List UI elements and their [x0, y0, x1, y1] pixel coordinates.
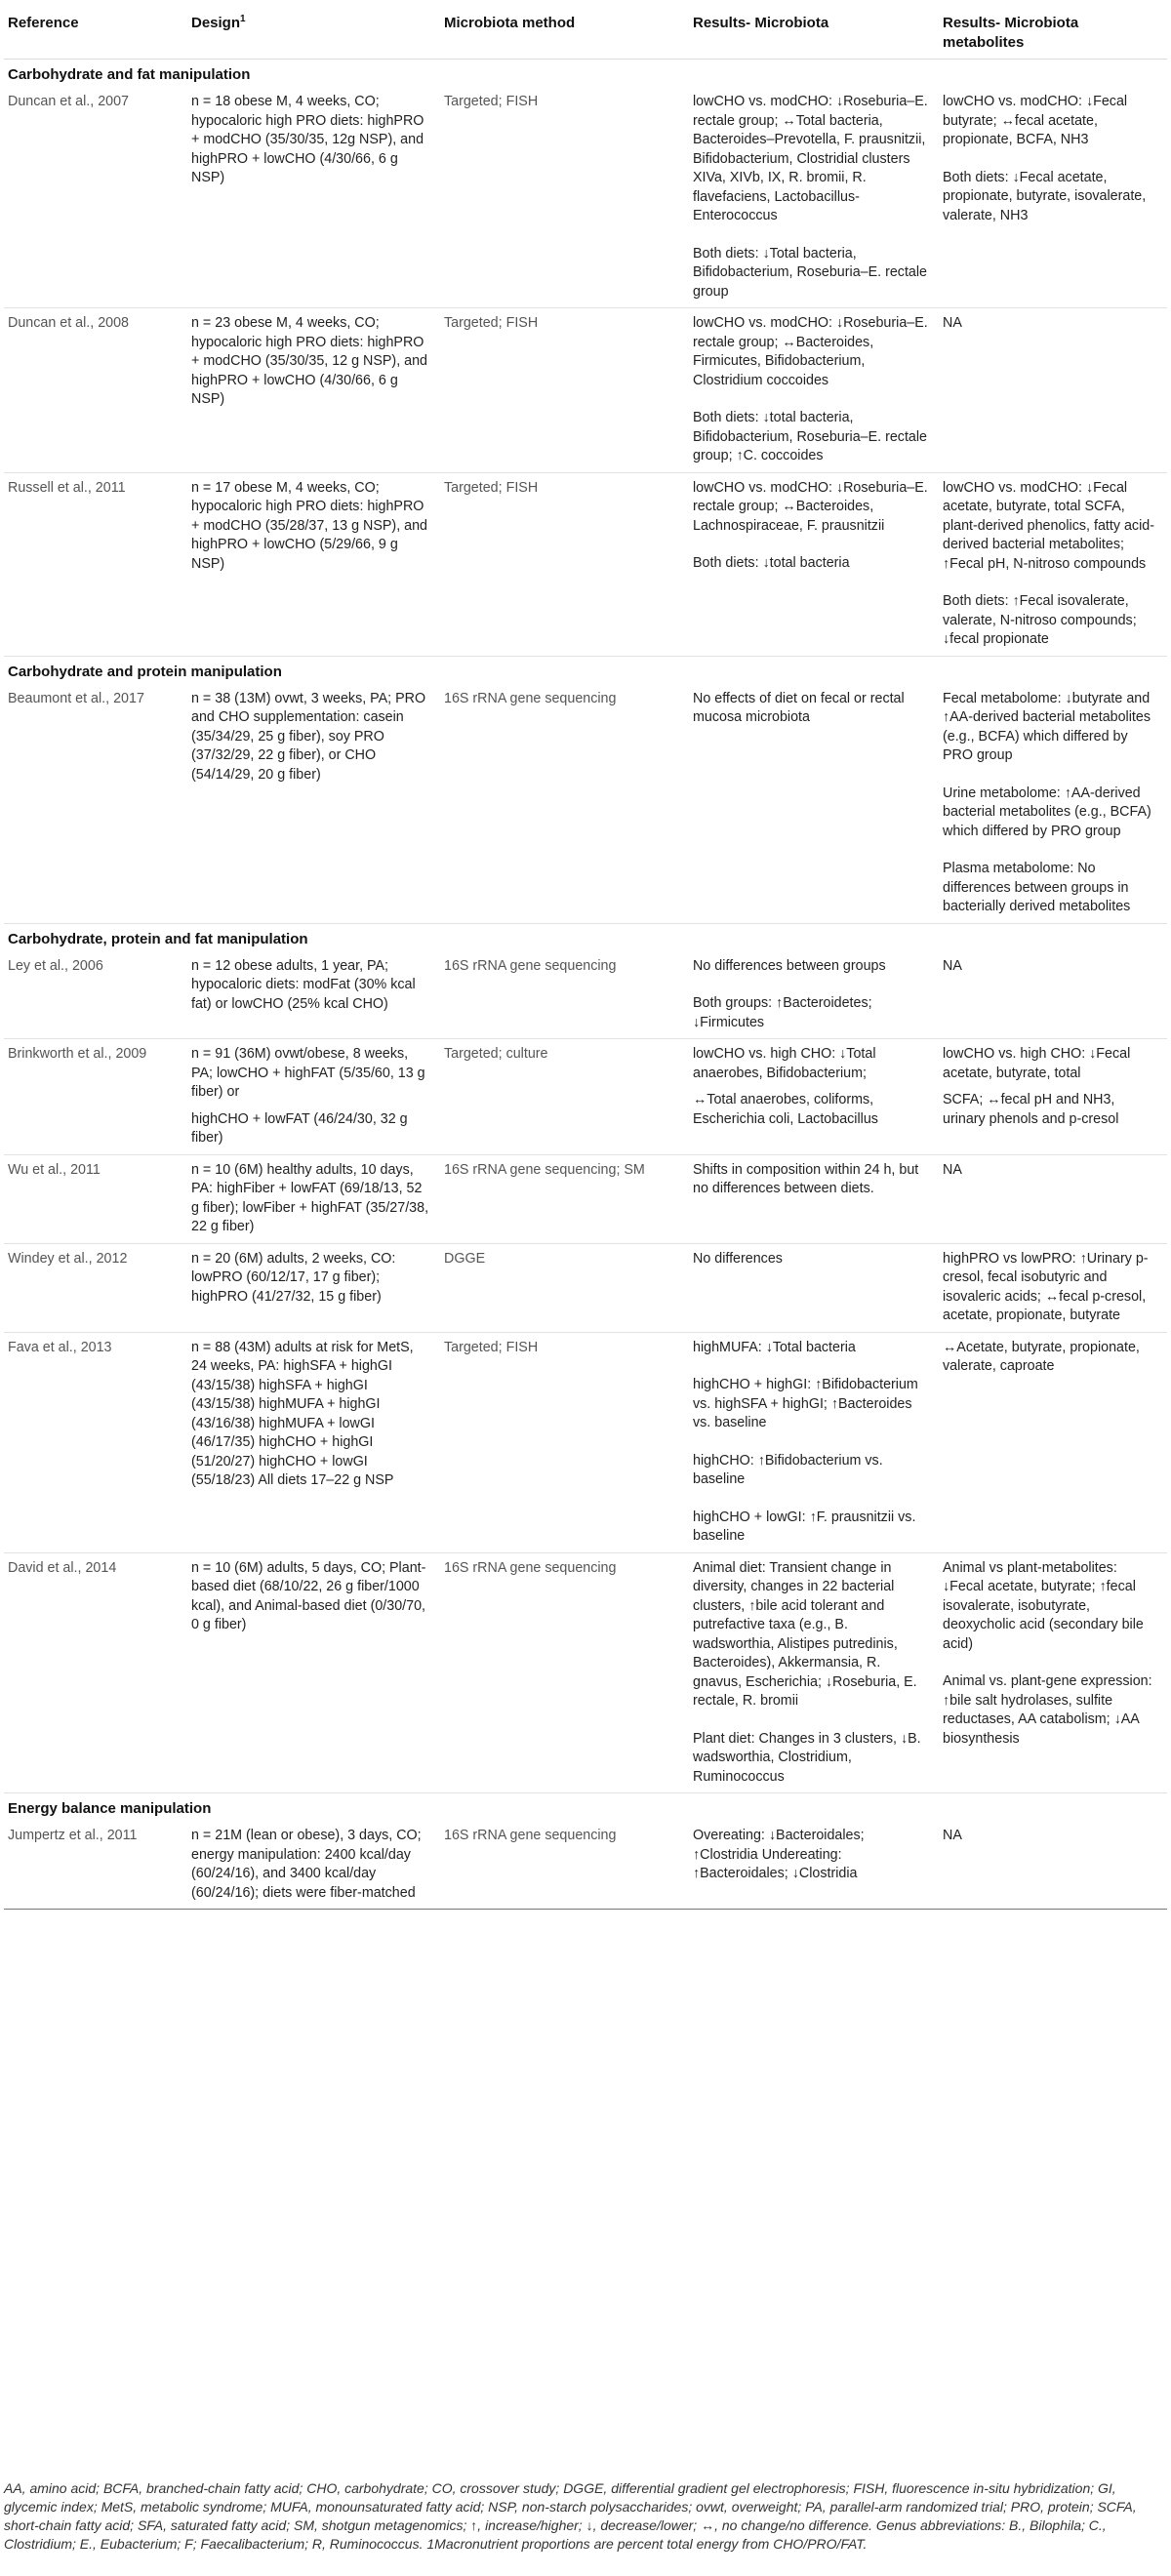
header-reference: Reference — [4, 8, 187, 60]
cell-paragraph: 16S rRNA gene sequencing — [444, 690, 617, 706]
table-row — [4, 1821, 1167, 1910]
section-row — [4, 923, 1167, 951]
table-row — [4, 87, 1167, 308]
table-row — [4, 684, 1167, 924]
design-cell — [187, 1243, 440, 1332]
cell-paragraph: n = 12 obese adults, 1 year, PA; hypocaloric diets: modFat (30% kcal fat) or lowCHO (25% kcal CHO) — [191, 957, 416, 1012]
microbiota-method-cell — [440, 1552, 689, 1793]
table-footnote: AA, amino acid; BCFA, branched-chain fatty acid; CHO, carbohydrate; CO, crossover study; DGGE, differential gradient gel electrophoresis; FISH, fluorescence in-situ hybridization; GI, glycemic index; MetS, metabolic syndrome; MUFA, monounsaturated fatty acid; NSP, non-starch polysaccharides; ovwt, overweight; PA, parallel-arm randomized trial; PRO, protein; SCFA, short-chain fatty acid; SFA, saturated fatty acid; SM, shotgun metagenomics; ↑, increase/higher; ↓, decrease/lower; ↔, no change/no difference. Genus abbreviations: B., Bilophila; C., Clostridium; E., Eubacterium; F; Faecalibacterium; R, Ruminococcus. 1Macronutrient proportions are percent total energy from CHO/PRO/FAT. — [4, 2480, 1137, 2552]
design-footnote-marker: 1 — [240, 14, 246, 24]
header-microbiota-method: Microbiota method — [440, 8, 689, 60]
results-microbiota-cell — [689, 1552, 939, 1793]
results-microbiota-cell — [689, 1243, 939, 1332]
cell-paragraph: No effects of diet on fecal or rectal mucosa microbiota — [693, 690, 905, 725]
results-microbiota-cell — [689, 1039, 939, 1155]
results-microbiota-cell — [689, 308, 939, 473]
design-cell — [187, 472, 440, 656]
microbiota-method-cell — [440, 1039, 689, 1155]
cell-paragraph: NA — [943, 957, 962, 974]
header-results-microbiota: Results- Microbiota — [689, 8, 939, 60]
microbiota-method-cell — [440, 308, 689, 473]
microbiota-method-cell — [440, 1243, 689, 1332]
results-microbiota-cell — [689, 472, 939, 656]
results-microbiota-cell — [689, 684, 939, 924]
results-microbiota-cell — [689, 1332, 939, 1552]
cell-paragraph: lowCHO vs. high CHO: ↓Fecal acetate, butyrate, total — [943, 1046, 1131, 1081]
reference-cell: Duncan et al., 2008 — [4, 308, 187, 473]
cell-paragraph: Targeted; FISH — [444, 479, 539, 496]
cell-paragraph: highCHO + lowGI: ↑F. prausnitzii vs. baseline — [693, 1509, 916, 1544]
results-metabolites-cell — [939, 308, 1167, 473]
cell-paragraph: DGGE — [444, 1250, 486, 1267]
cell-paragraph: n = 18 obese M, 4 weeks, CO; hypocaloric high PRO diets: highPRO + modCHO (35/30/35, 12g NSP), and highPRO + lowCHO (4/30/66, 6 g NSP) — [191, 94, 424, 185]
reference-cell: Windey et al., 2012 — [4, 1243, 187, 1332]
cell-paragraph: Both diets: ↓total bacteria — [693, 555, 850, 571]
cell-paragraph: n = 88 (43M) adults at risk for MetS, 24 weeks, PA: highSFA + highGI (43/15/38) highSFA + highGI (43/15/38) highMUFA + highGI (43/16/38) highMUFA + lowGI (46/17/35) highCHO + highGI (51/20/27) highCHO + lowGI (55/18/23) All diets 17–22 g NSP — [191, 1339, 414, 1488]
table-row — [4, 1552, 1167, 1793]
cell-paragraph: lowCHO vs. modCHO: ↓Roseburia–E. rectale group; ↔Total bacteria, Bacteroides–Prevotella, F. prausnitzii, Bifidobacterium, Clostridial clusters XIVa, XIVb, IX, R. bromii, R. flavefaciens, Lactobacillus-Enterococcus — [693, 94, 928, 223]
cell-paragraph: ↔Acetate, butyrate, propionate, valerate, caproate — [943, 1339, 1140, 1374]
cell-paragraph: Both diets: ↑Fecal isovalerate, valerate, N-nitroso compounds; ↓fecal propionate — [943, 593, 1137, 647]
section-title: Carbohydrate and protein manipulation — [8, 663, 282, 680]
cell-paragraph: n = 10 (6M) healthy adults, 10 days, PA: highFiber + lowFAT (69/18/13, 52 g fiber); lowFiber + highFAT (35/27/38, 22 g fiber) — [191, 1161, 429, 1234]
section-row — [4, 1793, 1167, 1822]
cell-paragraph: NA — [943, 315, 962, 331]
cell-paragraph: Targeted; culture — [444, 1046, 548, 1062]
cell-paragraph: lowCHO vs. high CHO: ↓Total anaerobes, Bifidobacterium; — [693, 1046, 876, 1081]
cell-paragraph: lowCHO vs. modCHO: ↓Roseburia–E. rectale group; ↔Bacteroides, Firmicutes, Bifidobacterium, Clostridium coccoides — [693, 315, 928, 388]
cell-paragraph: Both diets: ↓Total bacteria, Bifidobacterium, Roseburia–E. rectale group — [693, 245, 927, 300]
cell-paragraph: ↔Total anaerobes, coliforms, Escherichia coli, Lactobacillus — [693, 1092, 878, 1127]
results-microbiota-cell — [689, 1154, 939, 1243]
design-cell — [187, 87, 440, 308]
table-row — [4, 1332, 1167, 1552]
design-cell — [187, 684, 440, 924]
reference-cell: Wu et al., 2011 — [4, 1154, 187, 1243]
reference-cell: Duncan et al., 2007 — [4, 87, 187, 308]
cell-paragraph: Plant diet: Changes in 3 clusters, ↓B. wadsworthia, Clostridium, Ruminococcus — [693, 1730, 921, 1785]
microbiota-method-cell — [440, 472, 689, 656]
design-cell — [187, 1821, 440, 1910]
cell-paragraph: highCHO + lowFAT (46/24/30, 32 g fiber) — [191, 1110, 408, 1146]
results-metabolites-cell — [939, 1552, 1167, 1793]
section-title: Energy balance manipulation — [8, 1800, 212, 1817]
cell-paragraph: Shifts in composition within 24 h, but no differences between diets. — [693, 1161, 919, 1196]
table-body — [4, 60, 1167, 1910]
table-row — [4, 951, 1167, 1039]
table-row — [4, 1154, 1167, 1243]
design-cell — [187, 1154, 440, 1243]
cell-paragraph: highCHO + highGI: ↑Bifidobacterium vs. highSFA + highGI; ↑Bacteroides vs. baseline — [693, 1377, 918, 1430]
cell-paragraph: highMUFA: ↓Total bacteria — [693, 1339, 856, 1355]
cell-paragraph: No differences between groups — [693, 957, 886, 974]
section-row — [4, 60, 1167, 88]
reference-cell: Brinkworth et al., 2009 — [4, 1039, 187, 1155]
cell-paragraph: Animal vs. plant-gene expression: ↑bile salt hydrolases, sulfite reductases, AA catabolism; ↓AA biosynthesis — [943, 1673, 1152, 1747]
table-row — [4, 1243, 1167, 1332]
results-metabolites-cell — [939, 951, 1167, 1039]
cell-paragraph: Fecal metabolome: ↓butyrate and ↑AA-derived bacterial metabolites (e.g., BCFA) which differed by PRO group — [943, 690, 1151, 763]
diet-microbiota-table — [4, 8, 1167, 1910]
reference-cell: Jumpertz et al., 2011 — [4, 1821, 187, 1910]
cell-paragraph: n = 38 (13M) ovwt, 3 weeks, PA; PRO and CHO supplementation: casein (35/34/29, 25 g fiber), soy PRO (37/32/29, 22 g fiber), or CHO (54/14/29, 20 g fiber) — [191, 690, 426, 783]
microbiota-method-cell — [440, 1821, 689, 1910]
header-design: Design$^1$ — [187, 8, 440, 60]
design-cell — [187, 951, 440, 1039]
cell-paragraph: Animal vs plant-metabolites: ↓Fecal acetate, butyrate; ↑fecal isovalerate, isobutyrate, deoxycholic acid (secondary bile acid) — [943, 1559, 1144, 1652]
reference-cell: Fava et al., 2013 — [4, 1332, 187, 1552]
cell-paragraph: Overeating: ↓Bacteroidales; ↑Clostridia Undereating: ↑Bacteroidales; ↓Clostridia — [693, 1828, 865, 1881]
cell-paragraph: Targeted; FISH — [444, 94, 539, 109]
cell-paragraph: Targeted; FISH — [444, 315, 539, 331]
cell-paragraph: Both diets: ↓total bacteria, Bifidobacterium, Roseburia–E. rectale group; ↑C. coccoides — [693, 410, 927, 463]
results-metabolites-cell — [939, 684, 1167, 924]
section-row — [4, 656, 1167, 684]
microbiota-method-cell — [440, 684, 689, 924]
cell-paragraph: Urine metabolome: ↑AA-derived bacterial metabolites (e.g., BCFA) which differed by PRO group — [943, 785, 1151, 839]
cell-paragraph: SCFA; ↔fecal pH and NH3, urinary phenols and p-cresol — [943, 1092, 1119, 1127]
table-row — [4, 472, 1167, 656]
cell-paragraph: n = 10 (6M) adults, 5 days, CO; Plant-based diet (68/10/22, 26 g fiber/1000 kcal), and Animal-based diet (0/30/70, 0 g fiber) — [191, 1559, 426, 1632]
reference-cell: Ley et al., 2006 — [4, 951, 187, 1039]
design-cell — [187, 308, 440, 473]
cell-paragraph: Both diets: ↓Fecal acetate, propionate, butyrate, isovalerate, valerate, NH3 — [943, 169, 1147, 223]
results-metabolites-cell — [939, 87, 1167, 308]
cell-paragraph: n = 23 obese M, 4 weeks, CO; hypocaloric high PRO diets: highPRO + modCHO (35/30/35, 12 g NSP), and highPRO + lowCHO (4/30/66, 6 g NSP) — [191, 315, 427, 407]
cell-paragraph: 16S rRNA gene sequencing; SM — [444, 1161, 645, 1178]
table-row — [4, 308, 1167, 473]
cell-paragraph: NA — [943, 1828, 962, 1843]
microbiota-method-cell — [440, 87, 689, 308]
results-metabolites-cell — [939, 1039, 1167, 1155]
cell-paragraph: Plasma metabolome: No differences between groups in bacterially derived metabolites — [943, 861, 1131, 914]
cell-paragraph: 16S rRNA gene sequencing — [444, 1559, 617, 1576]
cell-paragraph: n = 91 (36M) ovwt/obese, 8 weeks, PA; lowCHO + highFAT (5/35/60, 13 g fiber) or — [191, 1046, 425, 1100]
design-cell — [187, 1552, 440, 1793]
cell-paragraph: NA — [943, 1161, 962, 1178]
reference-cell: Beaumont et al., 2017 — [4, 684, 187, 924]
results-metabolites-cell — [939, 1332, 1167, 1552]
cell-paragraph: lowCHO vs. modCHO: ↓Fecal acetate, butyrate, total SCFA, plant-derived phenolics, fatty acid-derived bacterial metabolites; ↑Fecal pH, N-nitroso compounds — [943, 479, 1154, 572]
cell-paragraph: No differences — [693, 1250, 783, 1267]
section-title: Carbohydrate and fat manipulation — [8, 66, 251, 83]
cell-paragraph: highPRO vs lowPRO: ↑Urinary p-cresol, fecal isobutyric and isovaleric acids; ↔fecal p-cresol, acetate, propionate, butyrate — [943, 1250, 1149, 1323]
results-metabolites-cell — [939, 1154, 1167, 1243]
design-cell — [187, 1039, 440, 1155]
results-microbiota-cell — [689, 951, 939, 1039]
cell-paragraph: 16S rRNA gene sequencing — [444, 1828, 617, 1843]
cell-paragraph: n = 21M (lean or obese), 3 days, CO; energy manipulation: 2400 kcal/day (60/24/16), and 3400 kcal/day (60/24/16); diets were fiber-matched — [191, 1828, 422, 1901]
reference-cell: David et al., 2014 — [4, 1552, 187, 1793]
header-row — [4, 8, 1167, 60]
microbiota-method-cell — [440, 1154, 689, 1243]
table-row — [4, 1039, 1167, 1155]
section-title: Carbohydrate, protein and fat manipulation — [8, 930, 308, 947]
design-cell — [187, 1332, 440, 1552]
cell-paragraph: n = 20 (6M) adults, 2 weeks, CO: lowPRO (60/12/17, 17 g fiber); highPRO (41/27/32, 15 g fiber) — [191, 1250, 396, 1305]
cell-paragraph: Both groups: ↑Bacteroidetes; ↓Firmicutes — [693, 995, 872, 1030]
results-metabolites-cell — [939, 1243, 1167, 1332]
results-metabolites-cell — [939, 1821, 1167, 1910]
cell-paragraph: highCHO: ↑Bifidobacterium vs. baseline — [693, 1452, 883, 1487]
reference-cell: Russell et al., 2011 — [4, 472, 187, 656]
header-results-metabolites: Results- Microbiota metabolites — [939, 8, 1167, 60]
microbiota-method-cell — [440, 951, 689, 1039]
cell-paragraph: Targeted; FISH — [444, 1339, 539, 1355]
results-metabolites-cell — [939, 472, 1167, 656]
cell-paragraph: n = 17 obese M, 4 weeks, CO; hypocaloric high PRO diets: highPRO + modCHO (35/28/37, 13 g NSP), and highPRO + lowCHO (5/29/66, 9 g NSP) — [191, 479, 427, 572]
cell-paragraph: lowCHO vs. modCHO: ↓Fecal butyrate; ↔fecal acetate, propionate, BCFA, NH3 — [943, 94, 1128, 147]
microbiota-method-cell — [440, 1332, 689, 1552]
cell-paragraph: Animal diet: Transient change in diversity, changes in 22 bacterial clusters, ↑bile acid tolerant and putrefactive taxa (e.g., B. wadsworthia, Alistipes putredinis, Bacteroides), Akkermansia, R. gnavus, Escherichia; ↓Roseburia, E. rectale, R. bromii — [693, 1559, 917, 1709]
cell-paragraph: lowCHO vs. modCHO: ↓Roseburia–E. rectale group; ↔Bacteroides, Lachnospiraceae, F. prausnitzii — [693, 479, 928, 534]
results-microbiota-cell — [689, 87, 939, 308]
cell-paragraph: 16S rRNA gene sequencing — [444, 957, 617, 974]
results-microbiota-cell — [689, 1821, 939, 1910]
